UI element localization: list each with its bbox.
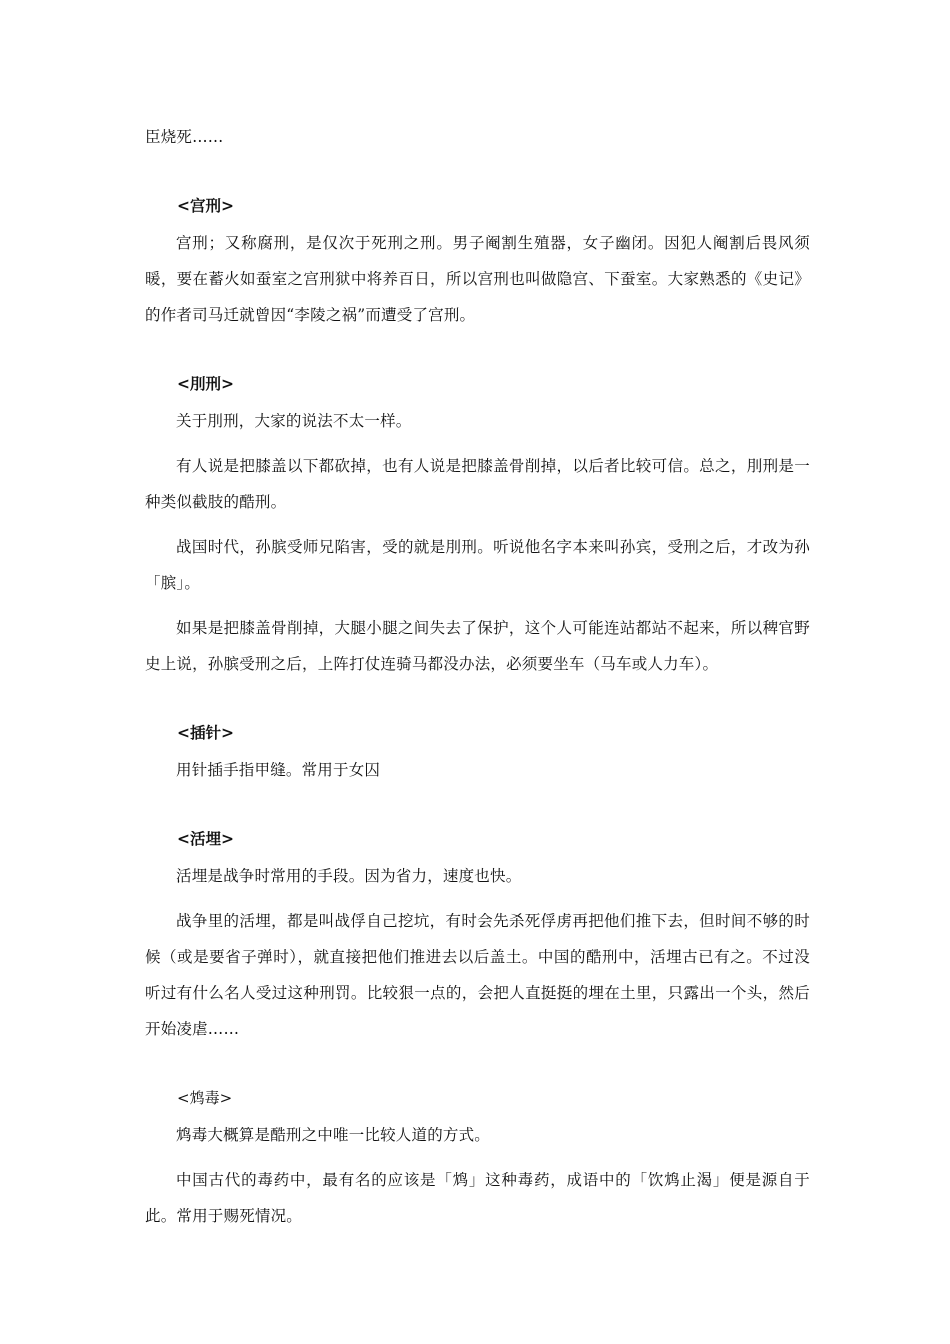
section-heading: <插针> [177, 723, 234, 742]
paragraph: 战国时代，孙膑受师兄陷害，受的就是刖刑。听说他名字本来叫孙宾，受刑之后，才改为孙「膑」。 [145, 538, 810, 592]
section-huomai [145, 824, 810, 1047]
paragraph: 有人说是把膝盖以下都砍掉，也有人说是把膝盖骨削掉，以后者比较可信。总之，刖刑是一种类似截肢的酷刑。 [145, 457, 810, 511]
section-heading: <宫刑> [177, 196, 234, 215]
paragraph: 关于刖刑，大家的说法不太一样。 [176, 412, 412, 430]
paragraph: 宫刑；又称腐刑，是仅次于死刑之刑。男子阉割生殖器，女子幽闭。因犯人阉割后畏风须暖，要在蓄火如蚕室之宫刑狱中将养百日，所以宫刑也叫做隐宫、下蚕室。大家熟悉的《史记》的作者司马迁就曾因“李陵之祸”而遭受了宫刑。 [145, 234, 810, 324]
section-zhendu [145, 1083, 810, 1234]
paragraph: 用针插手指甲缝。常用于女囚 [176, 761, 381, 779]
section-heading: <鸩毒> [177, 1089, 233, 1107]
section-heading: <活埋> [177, 829, 234, 848]
intro-line: 臣烧死…… [145, 128, 224, 146]
document-body [145, 124, 810, 1243]
paragraph: 如果是把膝盖骨削掉，大腿小腿之间失去了保护，这个人可能连站都站不起来，所以稗官野史上说，孙膑受刑之后，上阵打仗连骑马都没办法，必须要坐车（马车或人力车）。 [145, 619, 810, 673]
section-chazhen [145, 718, 810, 788]
section-heading: <刖刑> [177, 374, 234, 393]
paragraph: 活埋是战争时常用的手段。因为省力，速度也快。 [176, 867, 522, 885]
section-yuexing [145, 369, 810, 682]
paragraph: 鸩毒大概算是酷刑之中唯一比较人道的方式。 [176, 1126, 491, 1144]
paragraph: 中国古代的毒药中，最有名的应该是「鸩」这种毒药，成语中的「饮鸩止渴」便是源自于此。常用于赐死情况。 [145, 1171, 810, 1225]
paragraph: 战争里的活埋，都是叫战俘自己挖坑，有时会先杀死俘虏再把他们推下去，但时间不够的时候（或是要省子弹时），就直接把他们推进去以后盖土。中国的酷刑中，活埋古已有之。不过没听过有什么名人受过这种刑罚。比较狠一点的，会把人直挺挺的埋在土里，只露出一个头，然后开始凌虐…… [145, 912, 810, 1038]
section-gongxing [145, 191, 810, 333]
